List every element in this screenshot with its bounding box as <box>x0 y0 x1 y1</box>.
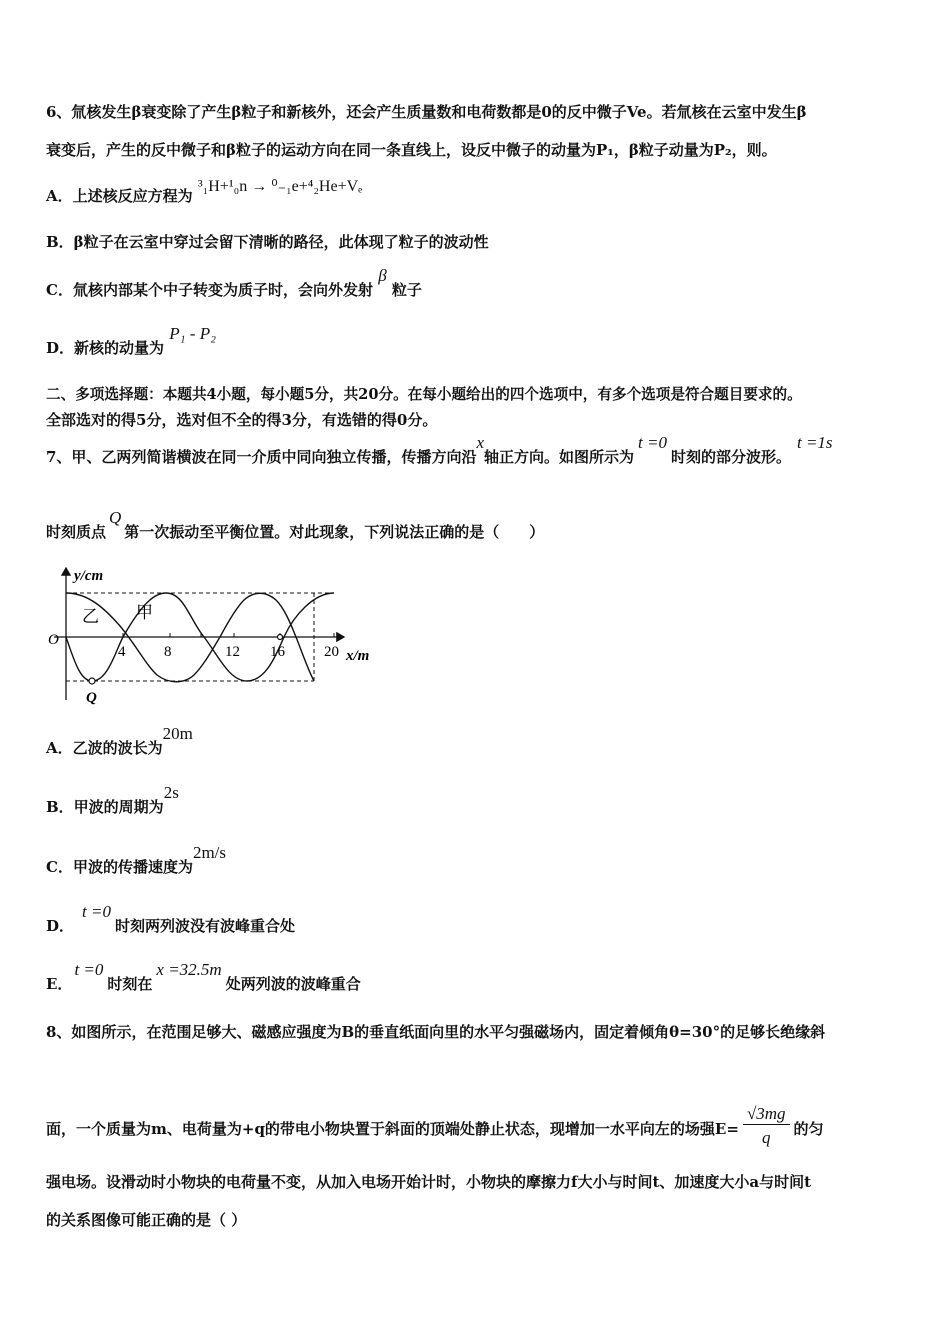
point-q-marker <box>89 678 95 684</box>
q6-option-c <box>46 266 422 300</box>
q6-option-c-tail: 粒子 <box>391 281 422 299</box>
q7-option-e-label: E． <box>46 975 73 993</box>
q8-line1: 8、如图所示，在范围足够大、磁感应强度为B的垂直纸面向里的水平匀强磁场内，固定着倾角θ=30°的足够长绝缘斜 <box>46 1023 826 1041</box>
section2-line2: 全部选对的得5分，选对但不全的得3分，有选错的得0分。 <box>46 411 438 429</box>
q7-option-b <box>46 783 179 817</box>
q7-stem-a: 7、甲、乙两列简谐横波在同一介质中同向独立传播，传播方向沿 <box>46 448 477 466</box>
label-yi: 乙 <box>82 607 99 627</box>
q8-line2 <box>46 1104 824 1152</box>
q7-stem-c: 时刻的部分波形。 <box>670 448 791 466</box>
q7-option-e-mid: 时刻在 <box>107 975 153 993</box>
q6-option-d-text: D．新核的动量为 <box>46 339 165 357</box>
q7-option-d-tail: 时刻两列波没有波峰重合处 <box>114 917 295 935</box>
q7-option-a <box>46 724 193 758</box>
q6-stem-line1: 6、氚核发生β衰变除了产生β粒子和新核外，还会产生质量数和电荷数都是0的反中微子Ve。若氚核在云室中发生β <box>46 103 807 121</box>
q7-stem-b: 轴正方向。如图所示为 <box>484 448 635 466</box>
q6-option-c-beta: β <box>378 266 387 285</box>
q8-line3: 强电场。设滑动时小物块的电荷量不变，从加入电场开始计时，小物块的摩擦力f大小与时间t、加速度大小a与时间t <box>46 1173 812 1191</box>
q7-option-c-text: C．甲波的传播速度为 <box>46 858 193 876</box>
q7-t0: t =0 <box>638 433 667 452</box>
q8-line4: 的关系图像可能正确的是（ ） <box>46 1211 247 1229</box>
q6-option-d-equation: P₁ - P₂ <box>169 324 216 343</box>
q7-option-b-value: 2s <box>163 783 179 802</box>
tick-label-16: 16 <box>270 644 285 660</box>
q7-t1: t =1s <box>796 433 833 452</box>
q7-stem-line2 <box>46 508 545 542</box>
q7-option-e-tail: 处两列波的波峰重合 <box>225 975 361 993</box>
q7-option-b-text: B．甲波的周期为 <box>46 798 164 816</box>
q8-fraction-numerator: √3mg <box>743 1104 790 1125</box>
section2-line1: 二、多项选择题：本题共4小题，每小题5分，共20分。在每小题给出的四个选项中，有多个选项是符合题目要求的。 <box>46 386 802 403</box>
q6-option-b: B．β粒子在云室中穿过会留下清晰的路径，此体现了粒子的波动性 <box>46 233 489 251</box>
q7-stem-line1 <box>46 433 833 467</box>
q6-option-a-equation: ³₁H+¹₀n → ⁰₋₁e+⁴₂He+Vₑ <box>197 178 363 195</box>
q7-option-d-label: D． <box>46 917 75 935</box>
q7-option-d <box>46 902 295 936</box>
q8-line2-a: 面，一个质量为m、电荷量为+q的带电小物块置于斜面的顶端处静止状态，现增加一水平向左的场强E= <box>46 1120 739 1138</box>
q7-stem-d2: 第一次振动至平衡位置。对此现象，下列说法正确的是（ ） <box>124 523 545 541</box>
q6-option-a-text: A．上述核反应方程为 <box>46 187 193 205</box>
q8-fraction-denominator: q <box>761 1128 771 1147</box>
point-q-label: Q <box>86 690 97 706</box>
point-16-marker <box>278 635 283 640</box>
q7-option-a-text: A．乙波的波长为 <box>46 739 163 757</box>
q7-q-symbol: Q <box>109 508 122 527</box>
q7-option-c <box>46 843 227 877</box>
y-axis-label: y/cm <box>74 568 104 584</box>
q6-option-d <box>46 324 216 358</box>
tick-label-20: 20 <box>324 644 339 660</box>
q8-line2-b: 的匀 <box>793 1120 824 1138</box>
tick-label-8: 8 <box>164 644 172 660</box>
q7-stem-d1: 时刻质点 <box>46 523 107 541</box>
tick-label-12: 12 <box>225 644 240 660</box>
q7-option-e-x: x =32.5m <box>156 960 222 979</box>
q7-option-a-value: 20m <box>162 724 193 743</box>
origin-label: O <box>48 632 59 648</box>
q7-option-d-t: t =0 <box>82 902 111 921</box>
label-jia: 甲 <box>136 603 153 623</box>
x-axis-label: x/m <box>346 648 370 664</box>
q6-option-a <box>46 178 363 207</box>
q8-field-fraction <box>743 1104 790 1148</box>
tick-label-4: 4 <box>118 644 126 660</box>
q7-option-e <box>46 960 361 994</box>
wave-figure <box>44 560 389 708</box>
q7-option-e-t: t =0 <box>74 960 104 979</box>
q7-x-symbol: x <box>476 433 484 452</box>
q7-option-c-value: 2m/s <box>192 843 227 862</box>
q6-option-c-text: C．氚核内部某个中子转变为质子时，会向外发射 <box>46 281 373 299</box>
q6-stem-line2: 衰变后，产生的反中微子和β粒子的运动方向在同一条直线上，设反中微子的动量为P₁，β粒子动量为P₂，则。 <box>46 141 777 159</box>
